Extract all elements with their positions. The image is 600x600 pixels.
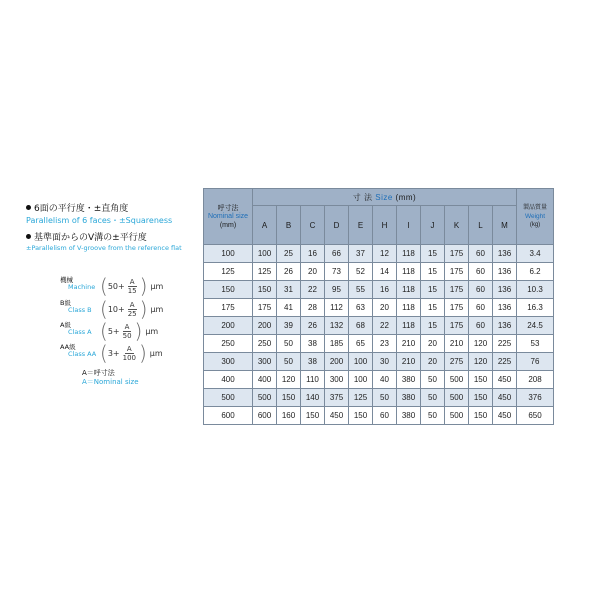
column-header-k: K [445,206,469,245]
table-cell: 150 [469,371,493,389]
column-header-d: D [325,206,349,245]
table-cell: 65 [349,335,373,353]
table-cell: 175 [445,299,469,317]
table-cell: 450 [325,407,349,425]
table-cell: 15 [421,263,445,281]
column-header-m: M [493,206,517,245]
table-row [204,317,554,335]
formula-base: 10+ [107,304,125,314]
formula-unit: μm [149,348,163,358]
table-cell: 31 [277,281,301,299]
table-cell: 22 [373,317,397,335]
table-cell: 500 [253,389,277,407]
formula-fraction: $\frac{A}{100}$ [122,344,136,362]
table-cell: 15 [421,281,445,299]
table-cell: 600 [253,407,277,425]
formula-unit: μm [150,304,164,314]
table-cell: 12 [373,245,397,263]
table-cell: 23 [373,335,397,353]
formula-base: 50+ [107,281,125,291]
table-cell: 150 [469,407,493,425]
table-cell: 24.5 [517,317,554,335]
table-cell: 125 [253,263,277,281]
table-row [204,353,554,371]
table-cell: 136 [493,281,517,299]
column-header-h: H [373,206,397,245]
note-vgroove-en: ±Parallelism of V-groove from the reference flat [26,244,182,252]
table-cell: 60 [469,263,493,281]
table-cell: 375 [325,389,349,407]
formula-fraction: $\frac{A}{50}$ [122,322,132,340]
table-cell: 16 [373,281,397,299]
table-cell: 39 [277,317,301,335]
table-cell: 100 [204,245,253,263]
table-cell: 15 [421,299,445,317]
table-cell: 250 [253,335,277,353]
table-cell: 20 [421,335,445,353]
table-cell: 380 [397,389,421,407]
table-cell: 118 [397,299,421,317]
note-parallelism-jp [26,203,206,215]
table-cell: 200 [204,317,253,335]
table-cell: 600 [204,407,253,425]
notes-panel [26,203,206,253]
table-row [204,299,554,317]
column-header-j: J [421,206,445,245]
table-cell: 400 [253,371,277,389]
column-header-c: C [301,206,325,245]
table-cell: 20 [301,263,325,281]
table-cell: 150 [469,389,493,407]
table-cell: 118 [397,317,421,335]
table-cell: 275 [445,353,469,371]
table-cell: 28 [301,299,325,317]
table-cell: 25 [277,245,301,263]
table-cell: 136 [493,245,517,263]
bullet-icon [26,234,31,239]
column-header-e: E [349,206,373,245]
table-cell: 125 [204,263,253,281]
table-cell: 41 [277,299,301,317]
tolerance-label-en: Class AA [68,350,97,358]
tolerance-formula: ( 50+ $\frac{A}{15}$ ) μm [100,274,164,298]
column-header-a: A [253,206,277,245]
table-cell: 120 [277,371,301,389]
table-cell: 376 [517,389,554,407]
tolerance-label-jp: 機械 [60,276,73,284]
table-cell: 68 [349,317,373,335]
table-cell: 22 [301,281,325,299]
note-vgroove-jp [26,232,206,244]
table-cell: 20 [421,353,445,371]
table-cell: 16 [301,245,325,263]
tolerance-label-en: Class B [68,306,92,314]
table-cell: 16.3 [517,299,554,317]
bullet-icon [26,205,31,210]
table-row [204,407,554,425]
table-cell: 225 [493,335,517,353]
table-cell: 210 [445,335,469,353]
table-cell: 132 [325,317,349,335]
table-cell: 185 [325,335,349,353]
table-cell: 300 [325,371,349,389]
column-header-row [204,206,554,245]
table-cell: 50 [277,335,301,353]
table-cell: 38 [301,335,325,353]
header-weight: 製品質量 Weight (kg) [517,189,554,245]
formula-unit: μm [145,326,159,336]
table-cell: 208 [517,371,554,389]
table-cell: 118 [397,263,421,281]
column-header-l: L [469,206,493,245]
table-cell: 200 [325,353,349,371]
tolerance-class-aa [60,342,210,368]
table-cell: 50 [421,407,445,425]
table-cell: 210 [397,335,421,353]
note-2-jp-text: 基準面からのV溝の±平行度 [34,233,147,243]
tolerance-label-jp: B級 [60,299,71,307]
table-cell: 650 [517,407,554,425]
table-row [204,389,554,407]
table-row [204,335,554,353]
table-cell: 100 [253,245,277,263]
tolerance-label-en: Machine [68,283,96,291]
table-cell: 380 [397,407,421,425]
tolerance-formula: ( 3+ $\frac{A}{100}$ ) μm [100,341,163,365]
table-cell: 400 [204,371,253,389]
table-cell: 150 [349,407,373,425]
table-cell: 175 [445,245,469,263]
table-cell: 10.3 [517,281,554,299]
table-cell: 175 [445,263,469,281]
table-cell: 112 [325,299,349,317]
table-cell: 15 [421,245,445,263]
table-cell: 60 [469,245,493,263]
header-nominal-size: 呼寸法 Nominal size (mm) [204,189,253,245]
note-parallelism-en: Parallelism of 6 faces・±Squareness [26,216,173,225]
table-cell: 55 [349,281,373,299]
table-row [204,281,554,299]
table-cell: 76 [517,353,554,371]
dimension-table [203,188,554,425]
tolerance-label-jp: A級 [60,321,71,329]
table-cell: 380 [397,371,421,389]
table-cell: 20 [373,299,397,317]
table-cell: 160 [277,407,301,425]
table-cell: 95 [325,281,349,299]
table-cell: 63 [349,299,373,317]
table-cell: 73 [325,263,349,281]
table-cell: 150 [253,281,277,299]
table-cell: 175 [204,299,253,317]
table-cell: 150 [301,407,325,425]
header-dimensions: 寸 法 Size (mm) [253,189,517,206]
table-cell: 136 [493,263,517,281]
table-cell: 210 [397,353,421,371]
table-cell: 14 [373,263,397,281]
table-cell: 175 [445,317,469,335]
table-cell: 500 [445,407,469,425]
table-cell: 500 [445,389,469,407]
table-cell: 50 [373,389,397,407]
table-cell: 300 [253,353,277,371]
table-cell: 500 [445,371,469,389]
tolerance-label-jp: AA級 [60,343,76,351]
table-cell: 200 [253,317,277,335]
table-cell: 37 [349,245,373,263]
table-cell: 150 [204,281,253,299]
table-cell: 100 [349,353,373,371]
table-cell: 50 [421,389,445,407]
table-cell: 225 [493,353,517,371]
table-cell: 60 [373,407,397,425]
table-cell: 50 [277,353,301,371]
legend-en: A＝Nominal size [82,378,139,386]
legend-jp: A＝呼寸法 [82,369,115,377]
table-cell: 15 [421,317,445,335]
table-cell: 500 [204,389,253,407]
table-cell: 100 [349,371,373,389]
table-cell: 40 [373,371,397,389]
table-row [204,245,554,263]
table-cell: 125 [349,389,373,407]
table-cell: 118 [397,281,421,299]
tolerance-label-en: Class A [68,328,92,336]
table-cell: 26 [301,317,325,335]
table-cell: 6.2 [517,263,554,281]
table-cell: 250 [204,335,253,353]
column-header-i: I [397,206,421,245]
table-cell: 66 [325,245,349,263]
table-cell: 50 [421,371,445,389]
table-row [204,371,554,389]
formula-base: 3+ [107,348,120,358]
table-cell: 60 [469,281,493,299]
table-cell: 450 [493,407,517,425]
table-cell: 120 [469,353,493,371]
table-cell: 150 [277,389,301,407]
table-cell: 300 [204,353,253,371]
table-cell: 140 [301,389,325,407]
table-cell: 3.4 [517,245,554,263]
table-cell: 136 [493,299,517,317]
formula-base: 5+ [107,326,120,336]
table-cell: 30 [373,353,397,371]
table-cell: 52 [349,263,373,281]
table-cell: 175 [445,281,469,299]
table-cell: 136 [493,317,517,335]
table-row [204,263,554,281]
tolerance-formula: ( 10+ $\frac{A}{25}$ ) μm [100,297,164,321]
table-cell: 110 [301,371,325,389]
table-cell: 450 [493,389,517,407]
column-header-b: B [277,206,301,245]
table-cell: 53 [517,335,554,353]
tolerance-formula: ( 5+ $\frac{A}{50}$ ) μm [100,319,159,343]
table-cell: 120 [469,335,493,353]
table-cell: 26 [277,263,301,281]
table-body [204,245,554,425]
formula-unit: μm [150,281,164,291]
table-cell: 118 [397,245,421,263]
table-cell: 175 [253,299,277,317]
table-cell: 38 [301,353,325,371]
table-cell: 450 [493,371,517,389]
formula-fraction: $\frac{A}{25}$ [127,300,137,318]
table-cell: 60 [469,317,493,335]
formula-fraction: $\frac{A}{15}$ [127,277,137,295]
table-cell: 60 [469,299,493,317]
note-1-jp-text: 6面の平行度・±直角度 [34,204,129,214]
